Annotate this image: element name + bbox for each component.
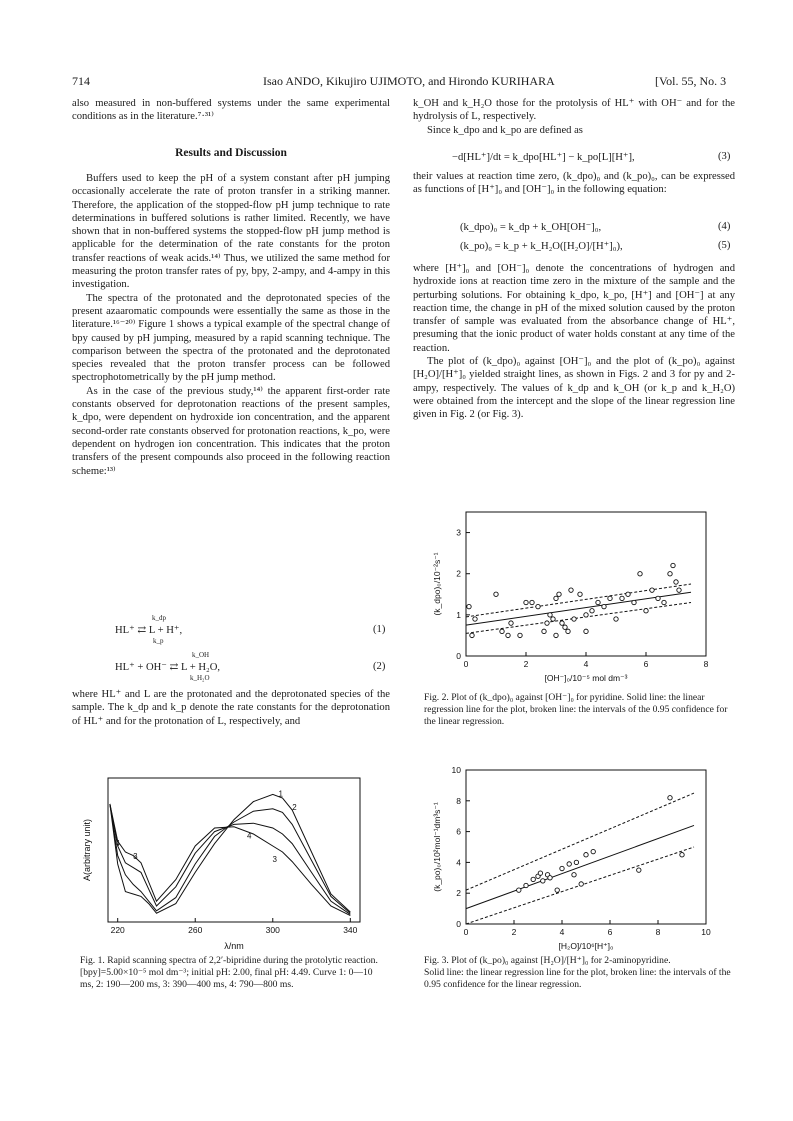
fig2-data-point xyxy=(473,617,477,621)
fig3-data-point xyxy=(524,883,528,887)
fig3-x-tick-label: 8 xyxy=(655,927,661,937)
fig1-curve-label: 3 xyxy=(133,851,138,861)
figure-3-plot xyxy=(430,760,725,955)
fig2-data-point xyxy=(542,629,546,633)
figure-2-caption: Fig. 2. Plot of (k_dpo)₀ against [OH⁻]₀ for pyridine. Solid line: the linear regression line for the plot, broken line: the intervals of the 0.95 confidence for the linear regression. xyxy=(424,692,728,728)
figure-2-plot xyxy=(430,500,725,690)
fig2-data-point xyxy=(494,592,498,596)
fig1-x-tick-label: 300 xyxy=(265,925,280,935)
paragraph-4: where HL⁺ and L are the protonated and the deprotonated species of the sample. The k_dp and k_p denote the rate constants for the deprotonation of HL⁺ and for the protonation of L, respectively, and xyxy=(72,689,390,727)
fig3-data-point xyxy=(555,888,559,892)
fig3-data-point xyxy=(579,882,583,886)
fig1-curve-label: 4 xyxy=(246,831,252,841)
fig3-y-tick-label: 0 xyxy=(456,919,461,929)
fig3-frame xyxy=(466,770,706,924)
fig2-data-point xyxy=(524,600,528,604)
left-body xyxy=(72,172,390,478)
fig1-curve-1 xyxy=(110,794,350,913)
fig3-data-point xyxy=(668,796,672,800)
running-authors: Isao ANDO, Kikujiro UJIMOTO, and Hirondo KURIHARA xyxy=(263,74,555,88)
figure-1-spectra xyxy=(78,772,378,960)
paragraph-3: As in the case of the previous study,¹⁴⁾ the apparent first-order rate constants observed for deprotonation reactions of the present samples, k_dpo, were dependent on hydroxide ion concentration, and the apparent second-order rate constants observed for protonation reactions, k_po, were dependent on hydrogen ion concentration. This indicates that the proton transfers of the present compounds also proceed in the following reaction scheme:¹³⁾ xyxy=(72,385,390,477)
fig1-caption-title: Fig. 1. Rapid scanning spectra of 2,2′-bipridine during the protolytic reaction. xyxy=(80,955,378,966)
right-body-3 xyxy=(413,262,735,422)
fig2-data-point xyxy=(569,588,573,592)
fig1-y-axis-label: A(arbitrary unit) xyxy=(82,818,92,882)
equation-3-number: (3) xyxy=(718,151,731,162)
fig2-data-point xyxy=(584,629,588,633)
fig3-y-tick-label: 10 xyxy=(451,765,461,775)
fig1-curve-4 xyxy=(110,804,350,916)
paragraph-9: The plot of (k_dpo)₀ against [OH⁻]₀ and the plot of (k_po)₀ against [H₂O]/[H⁺]₀ yielded straight lines, as shown in Figs. 2 and 3 for py and 2-ampy, respectively. The values of k_dp and k_OH (or k_p and k_H₂O) were obtained from the intercept and the slope of the linear regression line given in Fig. 2 (or Fig. 3). xyxy=(413,356,735,421)
fig3-x-axis-label: [H₂O]/10⁶[H⁺]₀ xyxy=(558,941,614,951)
fig2-data-point xyxy=(668,572,672,576)
fig3-x-tick-label: 0 xyxy=(463,927,469,937)
fig2-x-tick-label: 2 xyxy=(523,659,529,669)
fig3-x-tick-label: 2 xyxy=(511,927,517,937)
fig3-data-point xyxy=(637,868,641,872)
fig1-caption-detail: [bpy]=5.00×10⁻⁵ mol dm⁻³; initial pH: 2.00, final pH: 4.49. Curve 1: 0—10 ms, 2: 190—200 ms, 3: 390—400 ms, 4: 790—800 ms. xyxy=(80,967,373,991)
fig2-data-point xyxy=(614,617,618,621)
fig2-data-point xyxy=(467,604,471,608)
fig2-data-point xyxy=(545,621,549,625)
fig2-data-point xyxy=(602,604,606,608)
equation-1-number: (1) xyxy=(373,624,386,635)
intro-text: also measured in non-buffered systems under the same experimental conditions as in the literature.⁷·³¹⁾ xyxy=(72,98,390,123)
fig2-x-axis-label: [OH⁻]₀/10⁻⁵ mol dm⁻³ xyxy=(544,673,628,683)
fig3-regression-line xyxy=(466,825,694,908)
paragraph-1: Buffers used to keep the pH of a system constant after pH jumping occasionally accelerate the rate of proton transfer in a striking manner. Therefore, the application of the stopped-flow pH jump technique to rate determinations in buffered solutions is rather limited. Recently, we have shown that in non-buffered systems the stopped-flow pH jump method is applicable for the determination of the rate constants for the proton transfer reactions of weak acids.¹⁴⁾ Thus, we utilized the same method for measuring the proton transfer rates of py, bpy, 2-ampy, and 4-ampy in this investigation. xyxy=(72,173,390,291)
figure-3-caption xyxy=(424,955,734,992)
equation-2-number: (2) xyxy=(373,661,386,672)
fig3-y-tick-label: 8 xyxy=(456,795,461,806)
fig2-data-point xyxy=(632,600,636,604)
fig2-data-point xyxy=(506,633,510,637)
fig2-data-point xyxy=(662,600,666,604)
right-body xyxy=(413,97,735,137)
fig2-x-tick-label: 8 xyxy=(703,659,709,669)
fig3-data-point xyxy=(572,873,576,877)
fig2-data-point xyxy=(578,592,582,596)
fig2-y-tick-label: 1 xyxy=(456,609,461,620)
fig2-data-point xyxy=(551,617,555,621)
fig2-data-point xyxy=(677,588,681,592)
section-title: Results and Discussion xyxy=(175,147,287,159)
fig2-y-tick-label: 2 xyxy=(456,568,461,579)
paragraph-5: k_OH and k_H₂O those for the protolysis of HL⁺ with OH⁻ and for the hydrolysis of L, respectively. xyxy=(413,98,735,123)
fig2-data-point xyxy=(566,629,570,633)
fig3-y-tick-label: 6 xyxy=(456,826,461,837)
eq2-rate-bot: k_H₂O xyxy=(190,674,210,682)
fig3-data-point xyxy=(584,853,588,857)
left-intro xyxy=(72,97,390,124)
fig2-data-point xyxy=(560,621,564,625)
paragraph-6: Since k_dpo and k_po are defined as xyxy=(427,124,583,136)
fig3-x-tick-label: 10 xyxy=(701,927,711,937)
fig2-data-point xyxy=(572,617,576,621)
fig2-confidence-lower xyxy=(466,603,691,634)
fig2-data-point xyxy=(674,580,678,584)
fig2-data-point xyxy=(518,633,522,637)
fig2-data-point xyxy=(620,596,624,600)
fig1-x-tick-label: 340 xyxy=(343,925,358,935)
fig3-confidence-upper xyxy=(466,793,694,890)
fig3-y-tick-label: 2 xyxy=(456,888,461,899)
paragraph-2: The spectra of the protonated and the deprotonated species of the present azaaromatic compounds were essentially the same as those in the literature.¹⁶⁻²⁰⁾ Figure 1 shows a typical example of the spectral change of bpy caused by pH jumping, measured by a rapid scanning technique. The comparison between the spectra of the protonated and the deprotonated species revealed that the proton transfer process can be followed spectrophotometrically by the pH jump method. xyxy=(72,292,390,384)
fig2-data-point xyxy=(584,613,588,617)
fig3-data-point xyxy=(574,860,578,864)
fig2-y-tick-label: 0 xyxy=(456,651,461,661)
fig2-data-point xyxy=(596,600,600,604)
eq1-rate-top: k_dp xyxy=(152,614,166,622)
fig3-x-tick-label: 4 xyxy=(559,927,565,937)
journal-volume: [Vol. 55, No. 3 xyxy=(655,74,727,88)
fig3-y-tick-label: 4 xyxy=(456,857,461,868)
fig2-data-point xyxy=(638,572,642,576)
fig2-data-point xyxy=(554,596,558,600)
eq1-rate-bot: k_p xyxy=(153,637,164,645)
fig1-curve-label: 1 xyxy=(278,789,283,799)
fig3-data-point xyxy=(517,888,521,892)
equation-1: HL⁺ ⇄ L + H⁺, xyxy=(115,625,183,636)
fig2-data-point xyxy=(644,609,648,613)
fig3-caption-title: Fig. 3. Plot of (k_po)₀ against [H₂O]/[H⁺]₀ for 2-aminopyridine. xyxy=(424,955,671,966)
fig2-data-point xyxy=(470,633,474,637)
fig2-data-point xyxy=(509,621,513,625)
equation-5: (k_po)₀ = k_p + k_H₂O([H₂O]/[H⁺]₀), xyxy=(460,241,623,252)
paragraph-7: their values at reaction time zero, (k_dpo)₀ and (k_po)₀, can be expressed as functions of [H⁺]₀ and [OH⁻]₀ in the following equation: xyxy=(413,171,735,196)
fig2-data-point xyxy=(671,563,675,567)
fig2-data-point xyxy=(548,613,552,617)
equation-5-number: (5) xyxy=(718,240,731,251)
fig3-data-point xyxy=(531,877,535,881)
equation-2: HL⁺ + OH⁻ ⇄ L + H₂O, xyxy=(115,662,221,673)
fig1-curve-label: 2 xyxy=(292,803,297,812)
paragraph-8: where [H⁺]₀ and [OH⁻]₀ denote the concentrations of hydrogen and hydroxide ions at reaction time zero in the mixture of the sample and the perturbing solutions. For obtaining k_dpo, k_po, [H⁺] and [OH⁻] at any reaction time, the change in pH of the mixed solution caused by the proton transfer of sample was evaluated from the absorbance change of HL⁺, presuming that the ionic product of water holds constant at any time of the reaction. xyxy=(413,263,735,354)
fig2-data-point xyxy=(557,592,561,596)
fig2-data-point xyxy=(650,588,654,592)
right-body-2 xyxy=(413,170,735,197)
fig3-data-point xyxy=(680,853,684,857)
fig3-x-tick-label: 6 xyxy=(607,927,613,937)
fig3-caption-detail: Solid line: the linear regression line for the plot, broken line: the intervals of the 0.95 confidence for the linear regression. xyxy=(424,967,731,991)
left-body-2 xyxy=(72,688,390,728)
equation-3: −d[HL⁺]/dt = k_dpo[HL⁺] − k_po[L][H⁺], xyxy=(452,152,635,163)
fig2-frame xyxy=(466,512,706,656)
fig3-data-point xyxy=(541,879,545,883)
fig2-y-axis-label: (k_dpo)₀/10⁻²s⁻¹ xyxy=(432,552,442,616)
fig3-data-point xyxy=(567,862,571,866)
fig1-x-tick-label: 260 xyxy=(188,925,203,935)
fig2-x-tick-label: 4 xyxy=(583,659,589,669)
fig3-y-axis-label: (k_po)₀/10²mol⁻¹dm³s⁻¹ xyxy=(432,802,442,892)
equation-4: (k_dpo)₀ = k_dp + k_OH[OH⁻]₀, xyxy=(460,222,602,233)
fig1-curve-label: 4 xyxy=(115,839,120,848)
fig3-data-point xyxy=(560,866,564,870)
fig3-data-point xyxy=(591,849,595,853)
eq2-rate-top: k_OH xyxy=(192,651,210,659)
fig2-data-point xyxy=(500,629,504,633)
equation-4-number: (4) xyxy=(718,221,731,232)
fig2-data-point xyxy=(554,633,558,637)
figure-1-caption xyxy=(80,955,380,992)
page-number: 714 xyxy=(72,74,90,88)
fig1-x-tick-label: 220 xyxy=(110,925,125,935)
fig2-data-point xyxy=(590,609,594,613)
fig2-x-tick-label: 0 xyxy=(463,659,469,669)
fig2-y-tick-label: 3 xyxy=(456,527,461,538)
fig2-data-point xyxy=(608,596,612,600)
fig3-data-point xyxy=(548,876,552,880)
fig1-x-axis-label: λ/nm xyxy=(224,941,244,951)
fig2-data-point xyxy=(536,604,540,608)
fig1-curve-label: 3 xyxy=(272,855,277,864)
fig2-data-point xyxy=(530,600,534,604)
fig3-data-point xyxy=(538,871,542,875)
fig2-data-point xyxy=(626,592,630,596)
fig2-data-point xyxy=(656,596,660,600)
fig2-x-tick-label: 6 xyxy=(643,659,649,669)
fig2-data-point xyxy=(563,625,567,629)
